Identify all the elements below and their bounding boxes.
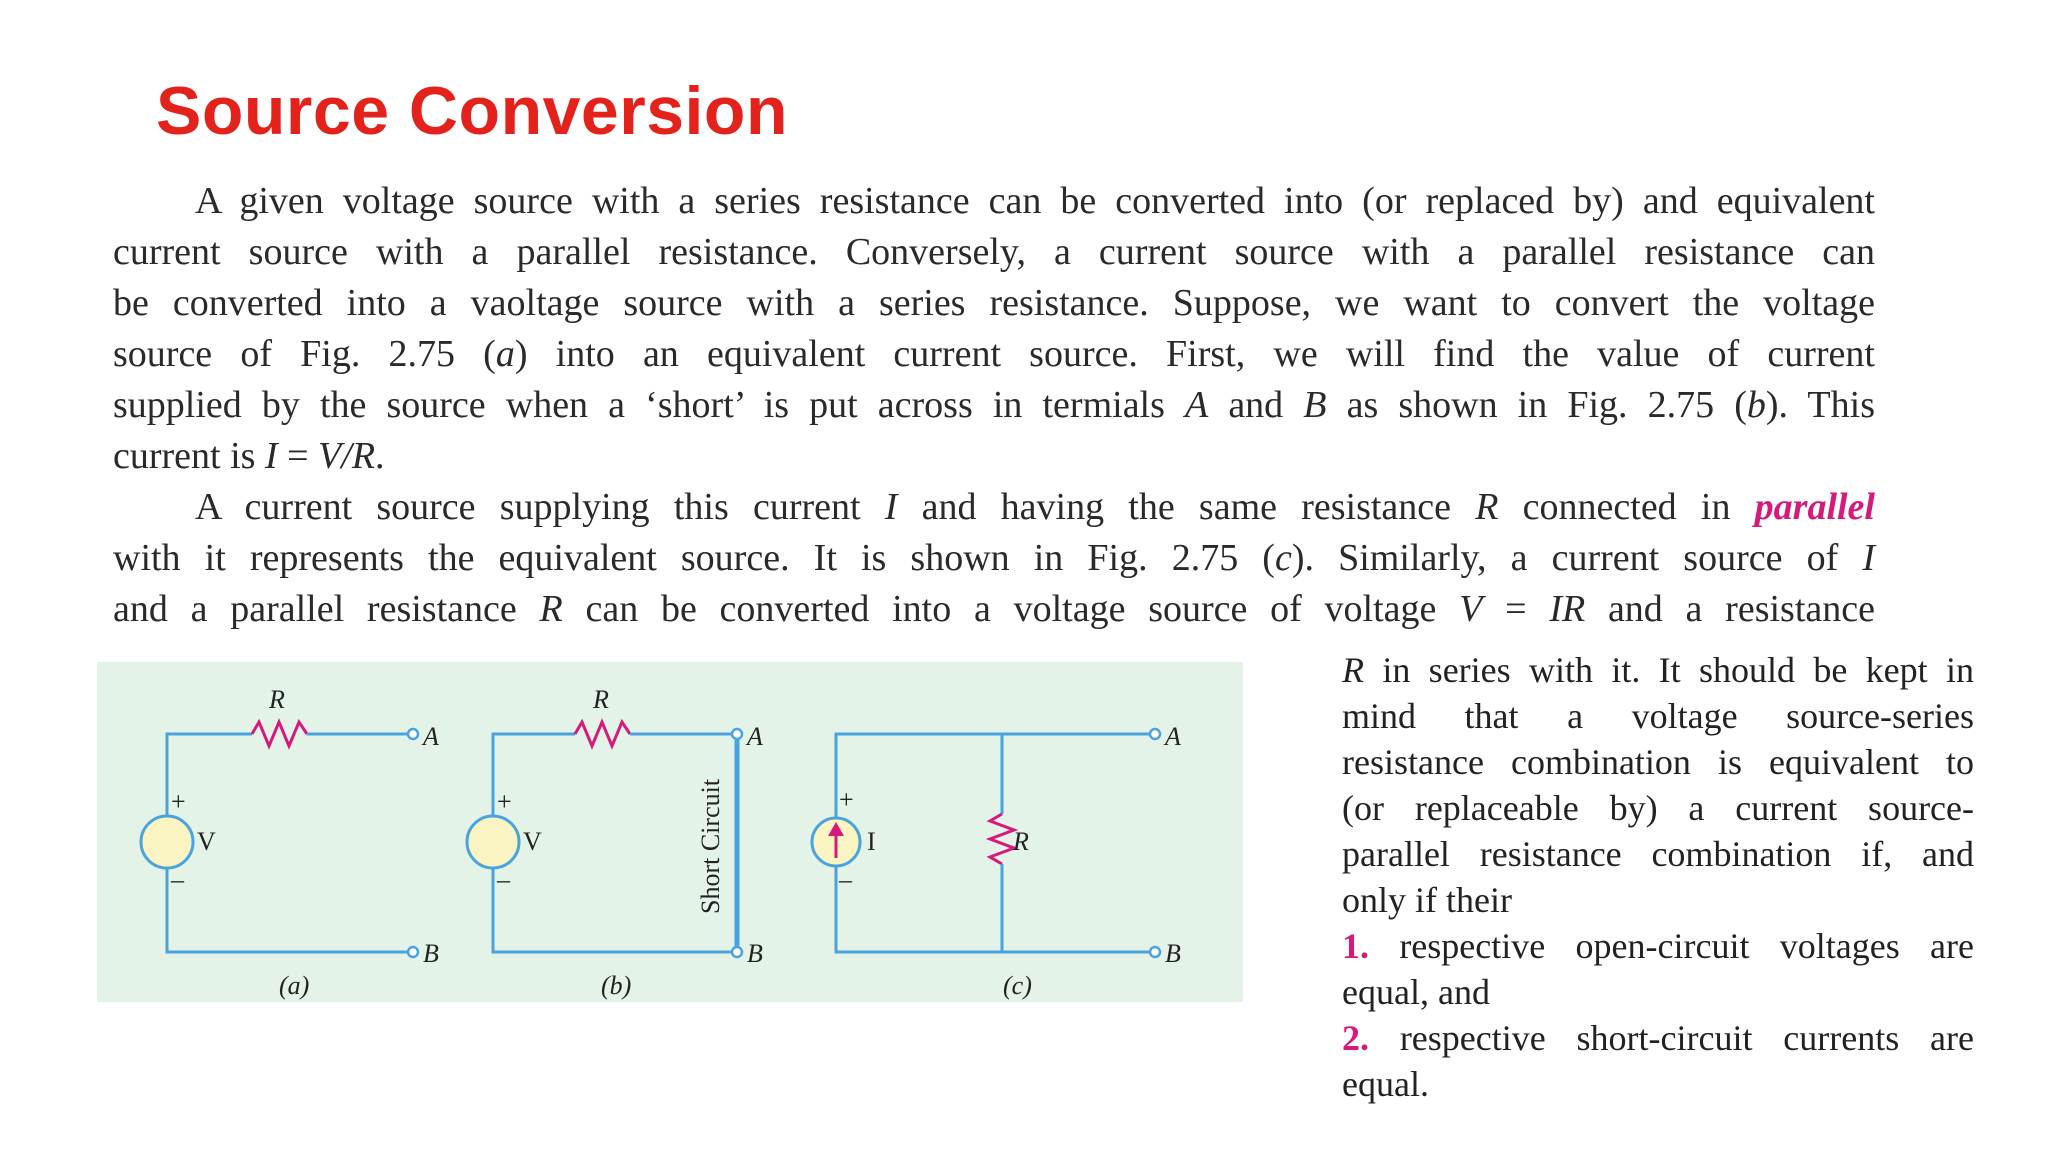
text-span: = xyxy=(277,435,319,477)
terminal-a xyxy=(732,729,742,739)
fig-ref-a: a xyxy=(495,333,515,375)
text-span: . xyxy=(375,435,385,477)
var-r: R xyxy=(1475,486,1499,528)
side-line-2: mind that a voltage source-series xyxy=(1342,696,1974,736)
label-plus: + xyxy=(497,787,512,816)
terminal-b xyxy=(1150,947,1160,957)
p2-line-3 xyxy=(113,584,1875,635)
label-plus: + xyxy=(171,787,186,816)
fig-ref-b: b xyxy=(1746,384,1766,426)
text-span: respective short-circuit currents are xyxy=(1369,1018,1974,1058)
p1-line-6 xyxy=(113,431,1875,482)
label-r: R xyxy=(269,685,285,714)
label-minus: – xyxy=(839,865,852,894)
text-span: and having the same resistance xyxy=(897,486,1476,528)
var-i: I xyxy=(1862,537,1875,579)
label-r: R xyxy=(1013,827,1029,856)
voltage-source xyxy=(141,816,193,868)
side-line-7 xyxy=(1342,923,1974,969)
terminal-b xyxy=(408,947,418,957)
var-v: V xyxy=(1459,588,1483,630)
text-span: supplied by the source when a ‘short’ is put across in termials xyxy=(113,384,1185,426)
list-number-1: 1. xyxy=(1342,926,1369,966)
var-v-r: V/R xyxy=(318,435,376,477)
label-short-circuit: Short Circuit xyxy=(696,778,725,914)
text-span: connected in xyxy=(1498,486,1755,528)
var-ir: IR xyxy=(1549,588,1586,630)
label-v: V xyxy=(197,827,216,856)
side-line-10: equal. xyxy=(1342,1064,1429,1104)
text-span: = xyxy=(1482,588,1550,630)
slide-title: Source Conversion xyxy=(156,73,788,149)
text-span: current is xyxy=(113,435,265,477)
label-minus: – xyxy=(171,865,184,894)
wire-bottom xyxy=(836,866,1151,952)
var-r: R xyxy=(539,588,563,630)
circuit-a xyxy=(141,685,439,1000)
highlight-parallel: parallel xyxy=(1754,486,1875,528)
label-b: B xyxy=(1165,939,1181,968)
resistor-zigzag xyxy=(990,814,1014,864)
side-paragraph xyxy=(1342,647,1974,1107)
terminal-a: A xyxy=(1185,384,1209,426)
label-a: A xyxy=(423,722,439,751)
wire-top xyxy=(836,734,1151,836)
label-r: R xyxy=(593,685,609,714)
p1-line-4 xyxy=(113,329,1875,380)
side-line-4: (or replaceable by) a current source- xyxy=(1342,788,1974,828)
text-span: can be converted into a voltage source of voltage xyxy=(562,588,1460,630)
circuit-diagram xyxy=(97,662,1243,1002)
paragraph-2 xyxy=(113,482,1875,635)
text-span: and a parallel resistance xyxy=(113,588,540,630)
p1-line-2: current source with a parallel resistance. Conversely, a current source with a parallel resistance can xyxy=(113,231,1875,273)
side-line-5: parallel resistance combination if, and xyxy=(1342,834,1974,874)
p1-line-3: be converted into a vaoltage source with a series resistance. Suppose, we want to convert the voltage xyxy=(113,282,1875,324)
text-span: ). Similarly, a current source of xyxy=(1291,537,1863,579)
p1-line-5 xyxy=(113,380,1875,431)
var-i: I xyxy=(884,486,898,528)
text-span: ) into an equivalent current source. First, we will find the value of current xyxy=(514,333,1875,375)
text-span: in series with it. It should be kept in xyxy=(1364,650,1974,690)
caption-c: (c) xyxy=(1003,971,1032,1000)
label-plus: + xyxy=(839,785,854,814)
resistor-zigzag xyxy=(575,722,630,746)
circuit-b xyxy=(467,685,763,1000)
list-number-2: 2. xyxy=(1342,1018,1369,1058)
fig-ref-c: c xyxy=(1274,537,1292,579)
label-v: V xyxy=(523,827,542,856)
side-line-3: resistance combination is equivalent to xyxy=(1342,742,1974,782)
label-i: I xyxy=(867,827,876,856)
var-i: I xyxy=(264,435,278,477)
side-line-9 xyxy=(1342,1015,1974,1061)
p2-line-1 xyxy=(113,482,1875,533)
caption-b: (b) xyxy=(601,971,632,1000)
label-b: B xyxy=(423,939,439,968)
text-span: and xyxy=(1208,384,1304,426)
label-a: A xyxy=(747,722,763,751)
circuit-figure xyxy=(97,662,1243,1002)
paragraph-1 xyxy=(113,176,1875,482)
text-span: source of Fig. 2.75 ( xyxy=(113,333,496,375)
terminal-a xyxy=(408,729,418,739)
label-minus: – xyxy=(497,865,510,894)
label-b: B xyxy=(747,939,763,968)
text-span: ). This xyxy=(1765,384,1875,426)
wire-bottom xyxy=(167,868,409,952)
text-span: A current source supplying this current xyxy=(195,486,885,528)
side-line-6: only if their xyxy=(1342,880,1512,920)
text-span: and a resistance xyxy=(1585,588,1875,630)
text-span: with it represents the equivalent source. It is shown in Fig. 2.75 ( xyxy=(113,537,1275,579)
caption-a: (a) xyxy=(279,971,310,1000)
terminal-b: B xyxy=(1303,384,1327,426)
terminal-b xyxy=(732,947,742,957)
circuit-c xyxy=(812,722,1181,1000)
terminal-a xyxy=(1150,729,1160,739)
text-span: respective open-circuit voltages are xyxy=(1369,926,1974,966)
label-a: A xyxy=(1165,722,1181,751)
var-r: R xyxy=(1342,650,1364,690)
p1-line-1: A given voltage source with a series resistance can be converted into (or replaced by) and equivalent xyxy=(195,180,1875,222)
text-span: as shown in Fig. 2.75 ( xyxy=(1326,384,1747,426)
p2-line-2 xyxy=(113,533,1875,584)
side-line-8: equal, and xyxy=(1342,972,1490,1012)
resistor-zigzag xyxy=(252,722,307,746)
voltage-source xyxy=(467,816,519,868)
side-line-1 xyxy=(1342,647,1974,693)
